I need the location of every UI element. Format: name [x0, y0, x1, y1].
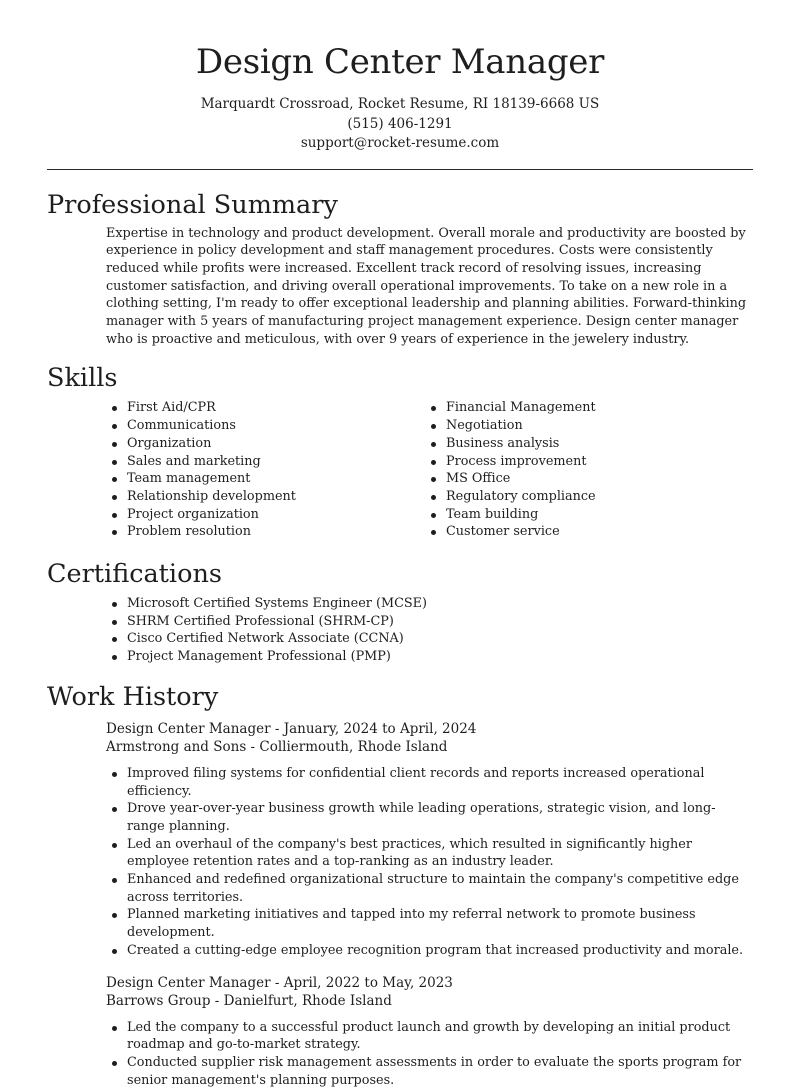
certifications-list: [127, 595, 800, 666]
skills-column-left: [127, 399, 446, 541]
skills-heading: Skills: [47, 363, 118, 394]
skill-item: Sales and marketing: [127, 453, 446, 471]
job-company-location: Barrows Group - Danielfurt, Rhode Island: [106, 993, 392, 1010]
job-bullet: Planned marketing initiatives and tapped into my referral network to promote business development.: [127, 906, 753, 941]
certification-item: Microsoft Certified Systems Engineer (MCSE): [127, 595, 800, 613]
summary-heading: Professional Summary: [47, 189, 338, 220]
skill-item: Communications: [127, 417, 446, 435]
job-role-dates: Design Center Manager - January, 2024 to April, 2024: [106, 720, 477, 737]
job-header: [106, 974, 753, 1011]
job-header: [106, 720, 753, 757]
skill-item: First Aid/CPR: [127, 399, 446, 417]
certification-item: Project Management Professional (PMP): [127, 648, 800, 666]
job-bullet: Led the company to a successful product launch and growth by developing an initial product roadmap and go-to-market strategy.: [127, 1019, 753, 1054]
job-bullet: Drove year-over-year business growth while leading operations, strategic vision, and long-range planning.: [127, 800, 753, 835]
job-bullet: Enhanced and redefined organizational structure to maintain the company's competitive edge across territories.: [127, 871, 753, 906]
job-bullet: Created a cutting-edge employee recognition program that increased productivity and morale.: [127, 942, 753, 960]
skills-column-right: [446, 399, 596, 541]
skills-list: [0, 399, 800, 541]
job-bullets: [127, 765, 753, 960]
skill-item: Business analysis: [446, 435, 596, 453]
job-role-dates: Design Center Manager - April, 2022 to May, 2023: [106, 974, 453, 991]
job-bullet: Led an overhaul of the company's best practices, which resulted in significantly higher employee retention rates and a top-ranking as an industry leader.: [127, 836, 753, 871]
skill-item: Regulatory compliance: [446, 488, 596, 504]
certifications-heading: Certifications: [47, 559, 222, 590]
email-text: support@rocket-resume.com: [300, 135, 500, 151]
skill-item: Customer service: [446, 523, 596, 541]
skill-item: Organization: [127, 435, 446, 453]
resume-header: [0, 0, 800, 154]
job-bullets: [127, 1019, 753, 1089]
skill-item: MS Office: [446, 470, 596, 488]
skill-item: Team management: [127, 470, 446, 488]
summary-text: Expertise in technology and product development. Overall morale and productivity are boosted by experience in policy development and staff management procedures. Costs were consistently reduced while profits were increased. Excellent track record of resolving issues, increasing customer satisfaction, and driving overall operational improvements. To take on a new role in a clothing setting, I'm ready to offer exceptional leadership and planning abilities. Forward-thinking manager with 5 years of manufacturing project management experience. Design center manager who is proactive and meticulous, with over 9 years of experience in the jewelery industry.: [106, 225, 747, 347]
contact-block: [0, 95, 800, 154]
work-history-heading: Work History: [47, 681, 219, 712]
skill-item: Relationship development: [127, 488, 446, 506]
phone-text: (515) 406-1291: [347, 115, 453, 132]
candidate-name: Design Center Manager: [195, 42, 605, 82]
job-bullet: Improved filing systems for confidential client records and reports increased operational efficiency.: [127, 765, 753, 800]
skill-item: Problem resolution: [127, 523, 446, 541]
skill-item: Project organization: [127, 506, 446, 524]
job-entry: [106, 974, 753, 1089]
skill-item: Team building: [446, 506, 596, 524]
job-company-location: Armstrong and Sons - Colliermouth, Rhode Island: [106, 739, 448, 756]
skill-item: Process improvement: [446, 453, 596, 471]
address-text: Marquardt Crossroad, Rocket Resume, RI 18139-6668 US: [200, 96, 600, 112]
header-divider: [47, 169, 753, 170]
certification-item: Cisco Certified Network Associate (CCNA): [127, 630, 800, 648]
skill-item: Financial Management: [446, 400, 596, 416]
skill-item: Negotiation: [446, 417, 596, 435]
job-entry: [106, 720, 753, 960]
job-bullet: Conducted supplier risk management assessments in order to evaluate the sports program for senior management's planning purposes.: [127, 1054, 753, 1089]
certification-item: SHRM Certified Professional (SHRM-CP): [127, 613, 800, 631]
